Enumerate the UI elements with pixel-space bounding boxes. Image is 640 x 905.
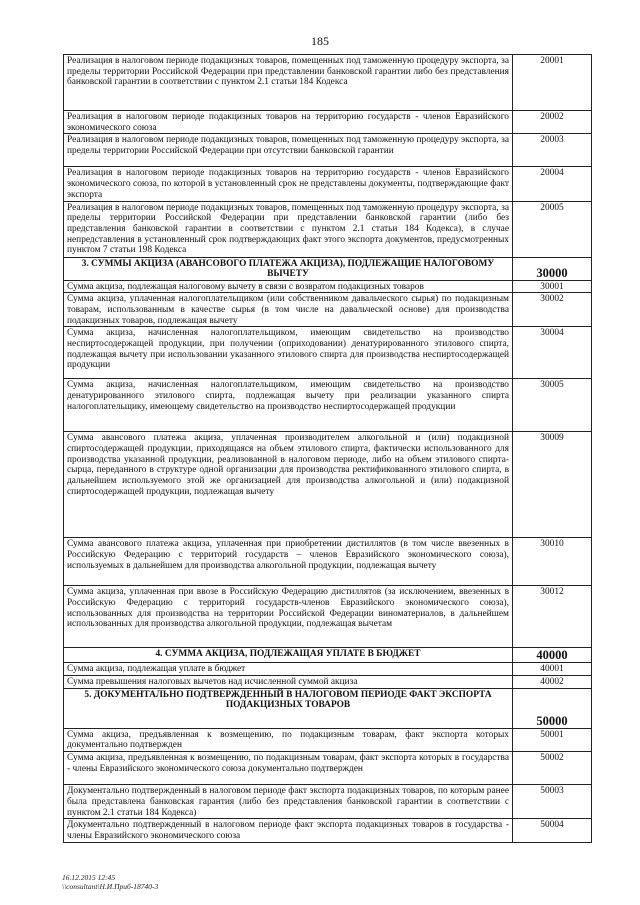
table-row xyxy=(64,432,592,538)
row-description: Реализация в налоговом периоде подакцизных товаров, помещенных под таможенную процедуру экспорта, за пределы территории Российской Федерации при представлении банковской гарантии либо без представления банковской гарантии в соответствии с пунктом 2.1 статьи 184 Кодекса xyxy=(64,55,513,111)
row-code: 20004 xyxy=(513,167,592,201)
row-description: Реализация в налоговом периоде подакцизных товаров, помещенных под таможенную процедуру экспорта, за пределы территории Российской Федерации при отсутствии банковской гарантии xyxy=(64,134,513,167)
table-row xyxy=(64,728,592,751)
section-header-row xyxy=(64,648,592,663)
row-description: Сумма акциза, подлежащая налоговому вычету в связи с возвратом подакцизных товаров xyxy=(64,280,513,293)
row-description: Документально подтвержденный в налоговом периоде факт экспорта подакцизных товаров в государства - члены Евразийского экономического союза xyxy=(64,819,513,842)
row-code: 20001 xyxy=(513,55,592,111)
row-code: 50003 xyxy=(513,785,592,819)
row-code: 30012 xyxy=(513,586,592,648)
row-code: 50002 xyxy=(513,752,592,785)
table-row xyxy=(64,752,592,785)
section-title: 3. СУММЫ АКЦИЗА (АВАНСОВОГО ПЛАТЕЖА АКЦИЗА), ПОДЛЕЖАЩИЕ НАЛОГОВОМУ ВЫЧЕТУ xyxy=(64,257,513,280)
row-description: Сумма авансового платежа акциза, уплаченная при приобретении дистиллятов (в том числе ввезенных в Российскую Федерацию с территорий государств – членов Евразийского экономического союза), используемых в дальнейшем для производства алкогольной продукции, подлежащая вычету xyxy=(64,538,513,586)
table-row xyxy=(64,586,592,648)
row-description: Сумма акциза, уплаченная налогоплательщиком (или собственником давальческого сырья) по подакцизным товарам, использованным в качестве сырья (в том числе на давальческой основе) для производства подакцизных товаров, подлежащая вычету xyxy=(64,293,513,327)
table-row xyxy=(64,538,592,586)
row-code: 30005 xyxy=(513,379,592,432)
row-description: Сумма акциза, начисленная налогоплательщиком, имеющим свидетельство на производство денатурированного этилового спирта, подлежащая вычету при реализации указанного спирта налогоплательщику, имеющему свидетельство на производство неспиртосодержащей продукции xyxy=(64,379,513,432)
row-code: 30010 xyxy=(513,538,592,586)
table-row xyxy=(64,663,592,676)
table-row xyxy=(64,167,592,201)
section-title: 5. ДОКУМЕНТАЛЬНО ПОДТВЕРЖДЕННЫЙ В НАЛОГОВОМ ПЕРИОДЕ ФАКТ ЭКСПОРТА ПОДАКЦИЗНЫХ ТОВАРОВ xyxy=(64,688,513,728)
row-description: Реализация в налоговом периоде подакцизных товаров, помещенных под таможенную процедуру экспорта, за пределы территории Российской Федерации при представлении банковской гарантии (либо без представления банковской гарантии в соответствии с пунктом 2.1 статьи 184 Кодекса), в случае непредставления в установленный срок подтверждающих факт этого экспорта документов, предусмотренных пунктом 7 статьи 198 Кодекса xyxy=(64,201,513,257)
section-code: 30000 xyxy=(513,257,592,280)
row-description: Сумма акциза, предъявленная к возмещению, по подакцизным товарам, факт экспорта которых в государства - члены Евразийского экономического союза документально подтвержден xyxy=(64,752,513,785)
table-row xyxy=(64,55,592,111)
row-code: 30009 xyxy=(513,432,592,538)
section-title: 4. СУММА АКЦИЗА, ПОДЛЕЖАЩАЯ УПЛАТЕ В БЮДЖЕТ xyxy=(64,648,513,663)
row-code: 20003 xyxy=(513,134,592,167)
table-row xyxy=(64,327,592,379)
table-row xyxy=(64,785,592,819)
row-description: Сумма акциза, предъявленная к возмещению, по подакцизным товарам, факт экспорта которых документально подтвержден xyxy=(64,728,513,751)
table-row xyxy=(64,819,592,842)
row-code: 20005 xyxy=(513,201,592,257)
row-code: 50001 xyxy=(513,728,592,751)
row-code: 30004 xyxy=(513,327,592,379)
table-row xyxy=(64,676,592,689)
table-row xyxy=(64,134,592,167)
table-row xyxy=(64,280,592,293)
row-code: 50004 xyxy=(513,819,592,842)
code-table xyxy=(63,54,592,843)
section-header-row xyxy=(64,257,592,280)
row-code: 40001 xyxy=(513,663,592,676)
row-description: Сумма превышения налоговых вычетов над исчисленной суммой акциза xyxy=(64,676,513,689)
row-description: Документально подтвержденный в налоговом периоде факт экспорта подакцизных товаров, по которым ранее была представлена банковская гарантия (либо без представления банковской гарантии в соответствии с пунктом 2.1 статьи 184 Кодекса) xyxy=(64,785,513,819)
section-header-row xyxy=(64,688,592,728)
row-description: Реализация в налоговом периоде подакцизных товаров на территорию государств - членов Евразийского экономического союза, по которой в установленный срок не представлены документы, подтверждающие факт экспорта xyxy=(64,167,513,201)
table-row xyxy=(64,379,592,432)
table-row xyxy=(64,293,592,327)
code-table-body xyxy=(64,55,592,843)
row-description: Сумма акциза, подлежащая уплате в бюджет xyxy=(64,663,513,676)
section-code: 40000 xyxy=(513,648,592,663)
row-code: 40002 xyxy=(513,676,592,689)
row-code: 30002 xyxy=(513,293,592,327)
row-description: Сумма акциза, начисленная налогоплательщиком, имеющим свидетельство на производство неспиртосодержащей продукции, при получении (оприходовании) денатурированного этилового спирта, подлежащая вычету при использовании указанного этилового спирта для производства неспиртосодержащей продукции xyxy=(64,327,513,379)
row-description: Сумма авансового платежа акциза, уплаченная производителем алкогольной и (или) подакцизной спиртосодержащей продукции, приходящаяся на объем этилового спирта, фактически использованного для производства указанной продукции, реализованной в налоговом периоде, либо на объем этилового спирта-сырца, переданного в структуре одной организации для производства ректификованного этилового спирта, в дальнейшем используемого этой же организацией для производства алкогольной и (или) подакцизной спиртосодержащей продукции, подлежащая вычету xyxy=(64,432,513,538)
footer-file-path: \\consultant\Н.И.Приб-18740-3 xyxy=(62,882,159,891)
document-footer xyxy=(62,873,158,891)
row-code: 30001 xyxy=(513,280,592,293)
row-code: 20002 xyxy=(513,111,592,134)
row-description: Реализация в налоговом периоде подакцизных товаров на территорию государств - членов Евразийского экономического союза xyxy=(64,111,513,134)
row-description: Сумма акциза, уплаченная при ввозе в Российскую Федерацию дистиллятов (за исключением, ввезенных в Российскую Федерацию с территорий государств-членов Евразийского экономического союза), использованных для производства на территории Российской Федерации виноматериалов, в дальнейшем использованных для производства алкогольной продукции, подлежащая вычетам xyxy=(64,586,513,648)
footer-timestamp: 16.12.2015 12:45 xyxy=(62,873,116,882)
section-code: 50000 xyxy=(513,688,592,728)
table-row xyxy=(64,201,592,257)
table-row xyxy=(64,111,592,134)
page-number: 185 xyxy=(311,34,329,48)
